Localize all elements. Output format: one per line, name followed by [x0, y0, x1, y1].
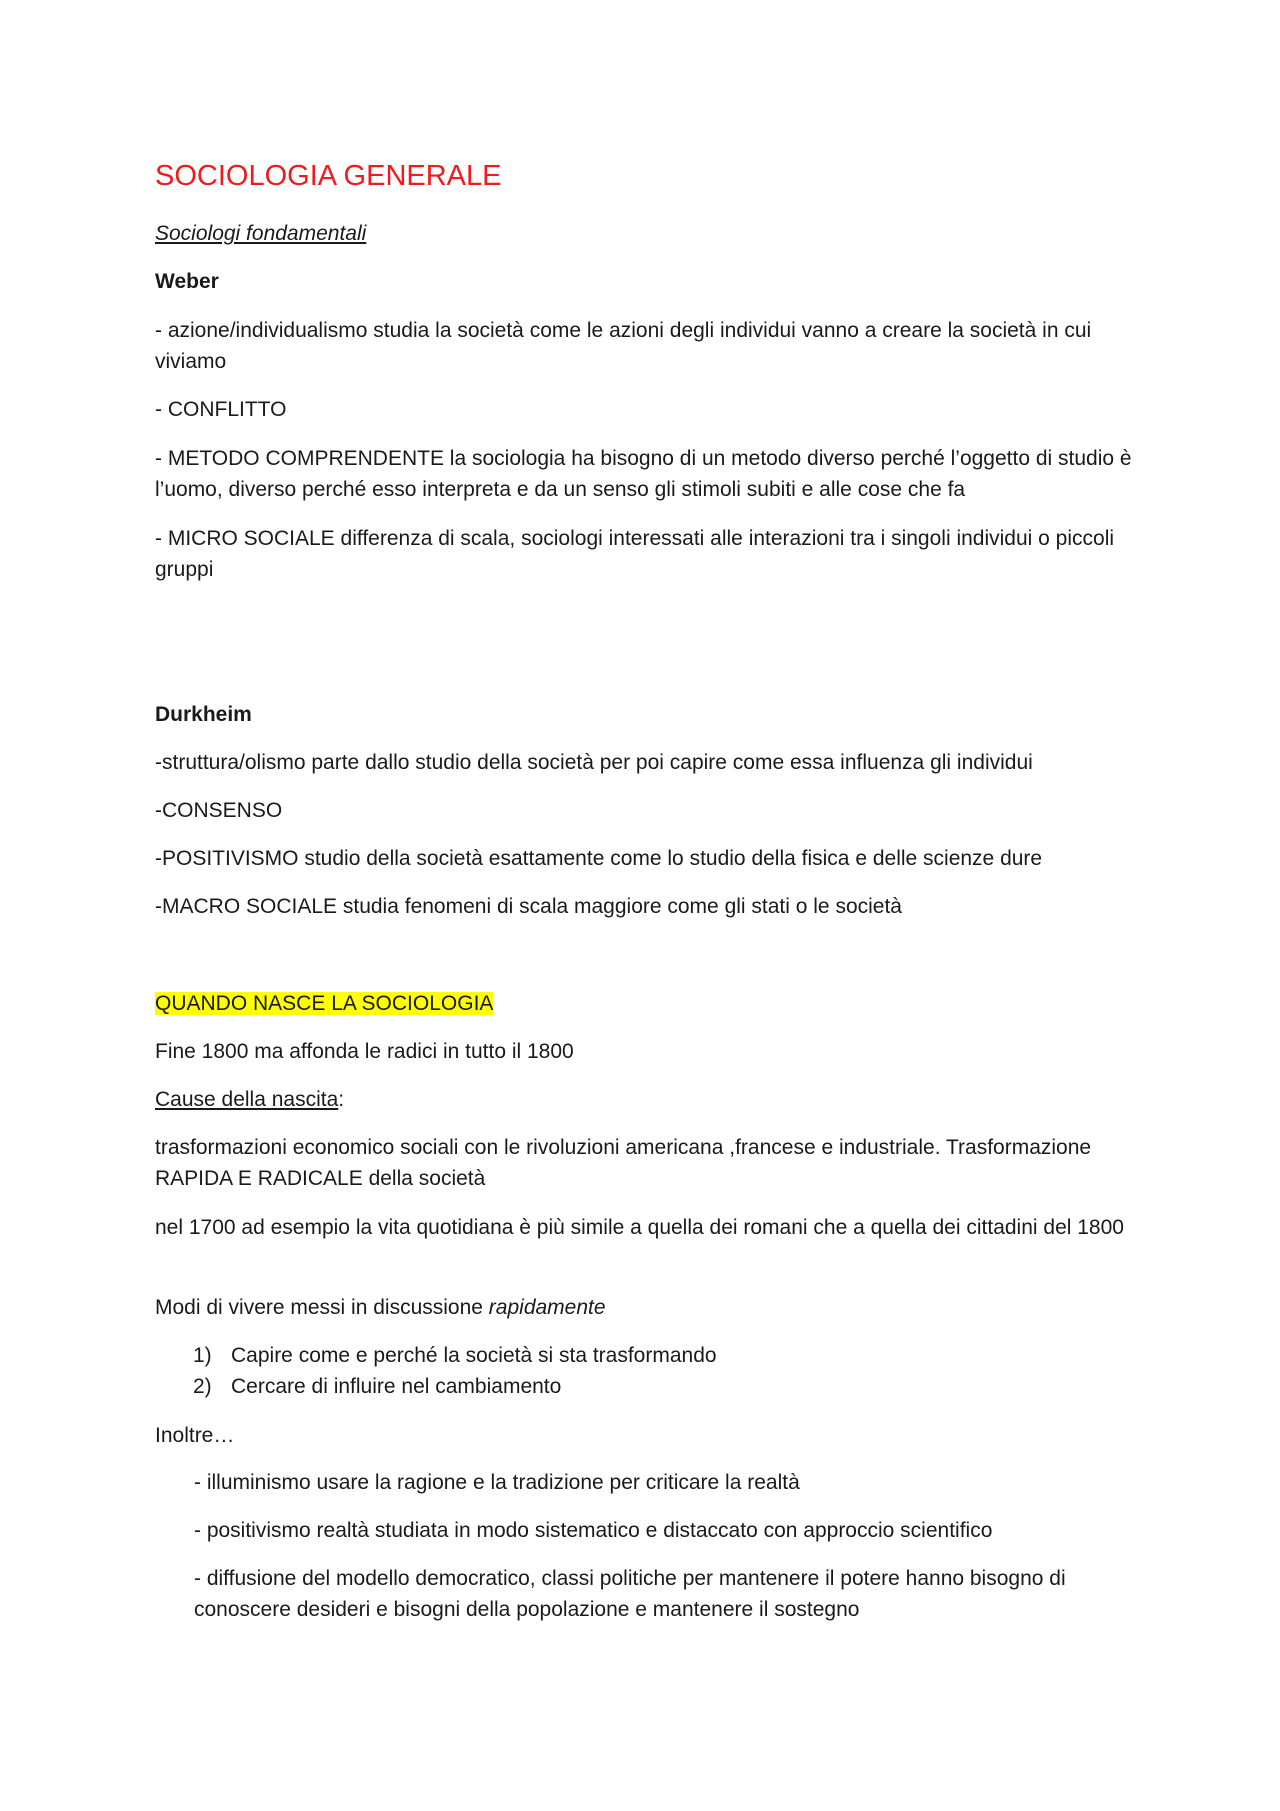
bullet-item: - illuminismo usare la ragione e la tradizione per criticare la realtà	[194, 1471, 800, 1494]
cause-label: Cause della nascita	[155, 1088, 339, 1111]
list-number: 1)	[193, 1344, 212, 1367]
list-number: 2)	[193, 1375, 212, 1398]
weber-item: - CONFLITTO	[155, 398, 287, 421]
durkheim-item: -CONSENSO	[155, 799, 283, 822]
weber-item: - MICRO SOCIALE differenza di scala, sociologi interessati alle interazioni tra i singoli individui o piccoli gruppi	[155, 527, 1115, 581]
date-line: Fine 1800 ma affonda le radici in tutto il 1800	[155, 1040, 574, 1063]
subtitle-text: Sociologi fondamentali	[155, 222, 367, 245]
durkheim-item: -struttura/olismo parte dallo studio della società per poi capire come essa influenza gli individui	[155, 751, 1033, 774]
modi-line	[155, 1292, 1135, 1323]
list-text: Capire come e perché la società si sta trasformando	[231, 1344, 717, 1367]
modi-italic: rapidamente	[488, 1296, 606, 1319]
weber-heading: Weber	[155, 270, 219, 293]
list-item	[193, 1340, 717, 1371]
cause-paragraph: trasformazioni economico sociali con le rivoluzioni americana ,francese e industriale. Trasformazione RAPIDA E RADICALE della società	[155, 1136, 1092, 1190]
list-item	[193, 1371, 561, 1402]
bullet-item: - positivismo realtà studiata in modo sistematico e distaccato con approccio scientifico	[194, 1519, 993, 1542]
cause-colon: :	[338, 1088, 345, 1111]
page-title: SOCIOLOGIA GENERALE	[155, 160, 502, 192]
durkheim-heading: Durkheim	[155, 703, 252, 726]
cause-paragraph: nel 1700 ad esempio la vita quotidiana è più simile a quella dei romani che a quella dei cittadini del 1800	[155, 1216, 1124, 1239]
list-text: Cercare di influire nel cambiamento	[231, 1375, 562, 1398]
weber-item: - METODO COMPRENDENTE la sociologia ha bisogno di un metodo diverso perché l’oggetto di studio è l’uomo, diverso perché esso interpreta e da un senso gli stimoli subiti e alle cose che fa	[155, 447, 1132, 501]
modi-text: Modi di vivere messi in discussione	[155, 1296, 489, 1319]
nascita-heading	[155, 988, 1135, 1019]
bullet-item: - diffusione del modello democratico, classi politiche per mantenere il potere hanno bisogno di conoscere desideri e bisogni della popolazione e mantenere il sostegno	[194, 1567, 1066, 1621]
subtitle	[155, 218, 1135, 249]
highlighted-heading: QUANDO NASCE LA SOCIOLOGIA	[155, 992, 494, 1015]
durkheim-item: -MACRO SOCIALE studia fenomeni di scala maggiore come gli stati o le società	[155, 895, 902, 918]
cause-label-line	[155, 1084, 1135, 1115]
inoltre-line: Inoltre…	[155, 1424, 235, 1447]
weber-item: - azione/individualismo studia la società come le azioni degli individui vanno a creare la società in cui viviamo	[155, 319, 1092, 373]
durkheim-item: -POSITIVISMO studio della società esattamente come lo studio della fisica e delle scienze dure	[155, 847, 1043, 870]
